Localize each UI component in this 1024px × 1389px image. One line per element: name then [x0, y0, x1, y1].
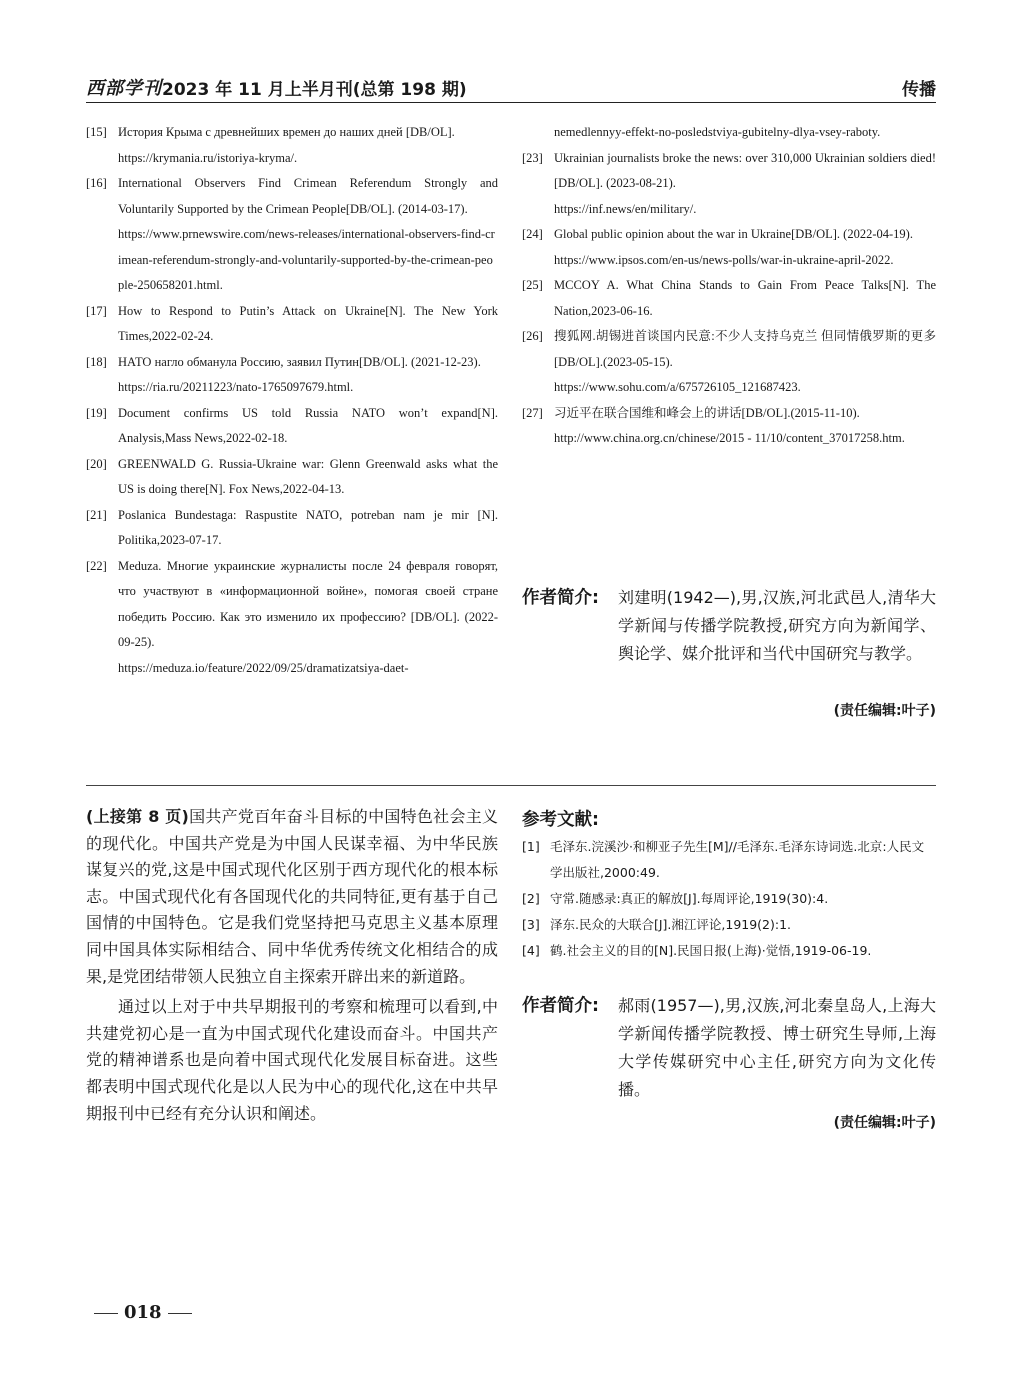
reference-number: [1] [522, 839, 540, 854]
journal-logo: 西部学刊 [86, 78, 162, 99]
reference-number: [2] [522, 891, 540, 906]
upper-references-left [86, 120, 498, 681]
article-paragraph [86, 804, 498, 990]
page-number-value: 018 [124, 1302, 162, 1323]
reference-url: https://inf.news/en/military/. [554, 201, 697, 216]
reference-url: https://ria.ru/20211223/nato-1765097679.html. [118, 380, 354, 394]
reference-text: 习近平在联合国维和峰会上的讲话[DB/OL].(2015-11-10). [554, 405, 860, 420]
page-number-dash [94, 1313, 118, 1314]
reference-item [86, 401, 498, 452]
reference-item [522, 401, 936, 452]
reference-text: 毛泽东.浣溪沙·和柳亚子先生[M]//毛泽东.毛泽东诗词选.北京:人民文学出版社,2000:49. [550, 839, 925, 880]
reference-number: [19] [86, 405, 107, 420]
reference-item [522, 222, 936, 273]
reference-url: nemedlennyy-effekt-no-posledstviya-gubitelny-dlya-vsey-raboty. [554, 125, 881, 139]
reference-number: [26] [522, 329, 543, 343]
reference-text: Meduza. Многие украинские журналисты после 24 февраля говорят, что участвуют в «информационной войне», помогая своей стране победить Россию. Как это изменило их профессию? [DB/OL]. (2022-09-25). [118, 558, 498, 649]
reference-text: 泽东.民众的大联合[J].湘江评论,1919(2):1. [550, 917, 792, 932]
reference-item [522, 834, 936, 886]
article-body [86, 804, 498, 1127]
reference-number: [18] [86, 354, 107, 369]
author-bio-text: 刘建明(1942—),男,汉族,河北武邑人,清华大学新闻与传播学院教授,研究方向为新闻学、舆论学、媒介批评和当代中国研究与教学。 [618, 588, 936, 663]
reference-url: https://www.ipsos.com/en-us/news-polls/war-in-ukraine-april-2022. [554, 252, 894, 267]
author-bio-1 [522, 584, 936, 724]
reference-item [522, 273, 936, 324]
reference-continuation [522, 120, 936, 146]
reference-number: [3] [522, 917, 540, 932]
reference-text: How to Respond to Putin’s Attack on Ukraine[N]. The New York Times,2022-02-24. [118, 303, 498, 343]
reference-number: [16] [86, 176, 107, 190]
reference-item [522, 324, 936, 401]
references-title: 参考文献: [522, 810, 599, 830]
reference-number: [21] [86, 507, 107, 522]
reference-text: История Крыма с древнейших времен до наших дней [DB/OL]. [118, 125, 455, 139]
reference-text: MCCOY A. What China Stands to Gain From Peace Talks[N]. The Nation,2023-06-16. [554, 278, 936, 318]
reference-text: НАТО нагло обманула Россию, заявил Путин[DB/OL]. (2021-12-23). [118, 354, 481, 369]
reference-number: [15] [86, 125, 107, 139]
reference-text: 守常.随感录:真正的解放[J].每周评论,1919(30):4. [550, 891, 829, 906]
section-name: 传播 [902, 80, 936, 100]
reference-item [522, 886, 936, 912]
reference-item [86, 554, 498, 682]
reference-number: [23] [522, 150, 543, 165]
editor-note: (责任编辑:叶子) [833, 1115, 936, 1131]
reference-item [86, 350, 498, 401]
reference-number: [20] [86, 456, 107, 471]
reference-number: [24] [522, 227, 543, 241]
reference-number: [17] [86, 303, 107, 318]
reference-url: http://www.china.org.cn/chinese/2015 - 11/10/content_37017258.htm. [554, 431, 905, 445]
journal-issue: 2023 年 11 月上半月刊(总第 198 期) [162, 80, 467, 100]
reference-url: https://www.prnewswire.com/news-releases/international-observers-find-crimean-referendum-strongly-and-voluntarily-supported-by-the-crimean-people-250658201.html. [118, 227, 495, 292]
reference-text: 搜狐网.胡锡进首谈国内民意:不少人支持乌克兰 但同情俄罗斯的更多[DB/OL].(2023-05-15). [554, 329, 936, 369]
reference-url: https://www.sohu.com/a/675726105_121687423. [554, 380, 801, 394]
reference-item [86, 171, 498, 299]
author-label: 作者简介: [522, 588, 599, 608]
paragraph-text: 国共产党百年奋斗目标的中国特色社会主义的现代化。中国共产党是为中国人民谋幸福、为中华民族谋复兴的党,这是中国式现代化区别于西方现代化的根本标志。中国式现代化有各国现代化的共同特征,更有基于自己国情的中国特色。它是我们党坚持把马克思主义基本原理同中国具体实际相结合、同中华优秀传统文化相结合的成果,是党团结带领人民独立自主探索开辟出来的新道路。 [86, 807, 498, 986]
author-bio-text: 郝雨(1957—),男,汉族,河北秦皇岛人,上海大学新闻传播学院教授、博士研究生导师,上海大学传媒研究中心主任,研究方向为文化传播。 [618, 996, 936, 1099]
reference-text: Document confirms US told Russia NATO won’t expand[N]. Analysis,Mass News,2022-02-18. [118, 405, 498, 445]
section-divider [86, 785, 936, 786]
reference-item [522, 938, 936, 964]
reference-item [522, 912, 936, 938]
reference-text: GREENWALD G. Russia-Ukraine war: Glenn Greenwald asks what the US is doing there[N]. Fox News,2022-04-13. [118, 456, 498, 496]
reference-item [86, 120, 498, 171]
reference-number: [25] [522, 278, 543, 292]
reference-text: Poslanica Bundestaga: Raspustite NATO, potreban nam je mir [N]. Politika,2023-07-17. [118, 507, 498, 547]
author-label: 作者简介: [522, 996, 599, 1016]
reference-item [522, 146, 936, 223]
reference-text: Global public opinion about the war in Ukraine[DB/OL]. (2022-04-19). [554, 227, 913, 241]
reference-item [86, 452, 498, 503]
reference-number: [27] [522, 405, 543, 420]
reference-text: International Observers Find Crimean Referendum Strongly and Voluntarily Supported by the Crimean People[DB/OL]. (2014-03-17). [118, 176, 498, 216]
reference-item [86, 503, 498, 554]
editor-note: (责任编辑:叶子) [833, 703, 936, 719]
reference-url: https://meduza.io/feature/2022/09/25/dramatizatsiya-daet- [118, 660, 409, 675]
article-paragraph: 通过以上对于中共早期报刊的考察和梳理可以看到,中共建党初心是一直为中国式现代化建设而奋斗。中国共产党的精神谱系也是向着中国式现代化发展目标奋进。这些都表明中国式现代化是以人民为中心的现代化,这在中共早期报刊中已经有充分认识和阐述。 [86, 997, 498, 1123]
reference-number: [22] [86, 558, 107, 573]
page-header [86, 66, 936, 103]
continued-from-note: (上接第 8 页) [86, 807, 189, 826]
reference-number: [4] [522, 943, 540, 958]
references-list [522, 834, 936, 964]
reference-text: 鹤.社会主义的目的[N].民国日报(上海)·觉悟,1919-06-19. [550, 943, 872, 958]
upper-references-right [522, 120, 936, 452]
reference-text: Ukrainian journalists broke the news: over 310,000 Ukrainian soldiers died! [DB/OL]. (2023-08-21). [554, 150, 936, 190]
reference-url: https://krymania.ru/istoriya-kryma/. [118, 150, 298, 165]
page-number-dash [168, 1313, 192, 1314]
reference-item [86, 299, 498, 350]
author-bio-2 [522, 992, 936, 1132]
page-number [88, 1302, 198, 1323]
